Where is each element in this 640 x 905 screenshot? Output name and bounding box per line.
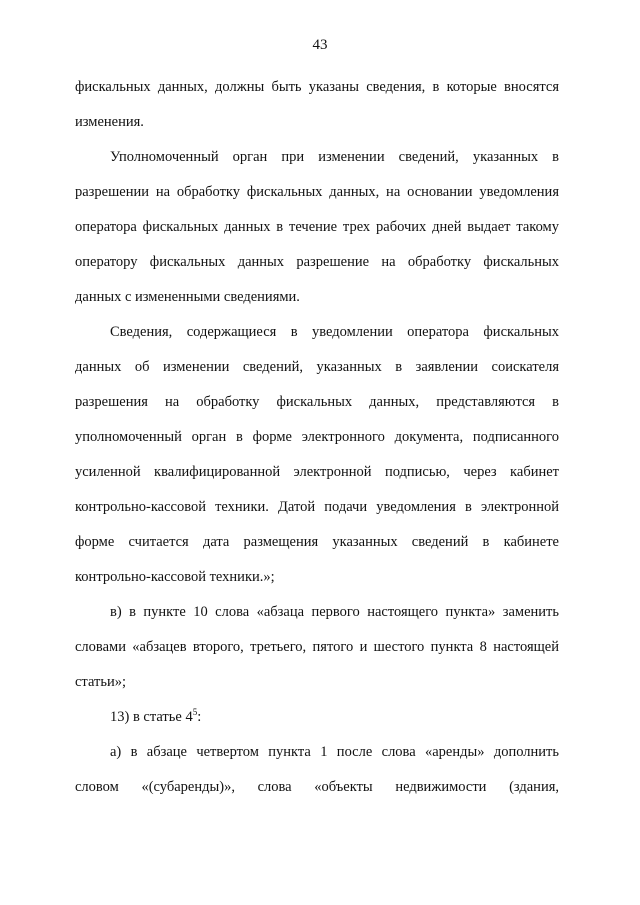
- paragraph: [75, 735, 559, 805]
- paragraph: [75, 140, 559, 315]
- text-line: словом «(субаренды)», слова «объекты недвижимости (здания,: [75, 779, 559, 795]
- text-line: а) в абзаце четвертом пункта 1 после слова «аренды» дополнить: [110, 744, 559, 760]
- text-line: уполномоченный орган в форме электронного документа, подписанного: [75, 429, 559, 445]
- text-line: фискальных данных, должны быть указаны сведения, в которые вносятся: [75, 79, 559, 95]
- text-line: усиленной квалифицированной электронной подписью, через кабинет: [75, 464, 559, 480]
- text-line: оператора фискальных данных в течение трех рабочих дней выдает такому: [75, 219, 559, 235]
- text-line: Уполномоченный орган при изменении сведений, указанных в: [110, 149, 559, 165]
- text-line: разрешении на обработку фискальных данных, на основании уведомления: [75, 184, 559, 200]
- text-line: [75, 700, 559, 735]
- paragraph: [75, 595, 559, 700]
- text-fragment: :: [197, 709, 202, 725]
- text-fragment: 13) в статье 4: [110, 709, 193, 725]
- text-line: в) в пункте 10 слова «абзаца первого настоящего пункта» заменить: [110, 604, 559, 620]
- text-line: контрольно-кассовой техники.»;: [75, 569, 275, 585]
- text-line: оператору фискальных данных разрешение на обработку фискальных: [75, 254, 559, 270]
- text-line: словами «абзацев второго, третьего, пятого и шестого пункта 8 настоящей: [75, 639, 559, 655]
- text-line: изменения.: [75, 114, 144, 130]
- text-line: статьи»;: [75, 674, 126, 690]
- document-body: [75, 70, 559, 805]
- paragraph: [75, 315, 559, 595]
- superscript: 5: [192, 707, 198, 718]
- text-line: контрольно-кассовой техники. Датой подачи уведомления в электронной: [75, 499, 559, 515]
- text-line: разрешения на обработку фискальных данных, представляются в: [75, 394, 559, 410]
- text-line: Сведения, содержащиеся в уведомлении оператора фискальных: [110, 324, 559, 340]
- page-number: 43: [312, 37, 328, 53]
- text-line: данных с измененными сведениями.: [75, 289, 300, 305]
- text-line: данных об изменении сведений, указанных в заявлении соискателя: [75, 359, 559, 375]
- paragraph: [75, 70, 559, 140]
- paragraph: [75, 700, 559, 735]
- text-line: форме считается дата размещения указанных сведений в кабинете: [75, 534, 559, 550]
